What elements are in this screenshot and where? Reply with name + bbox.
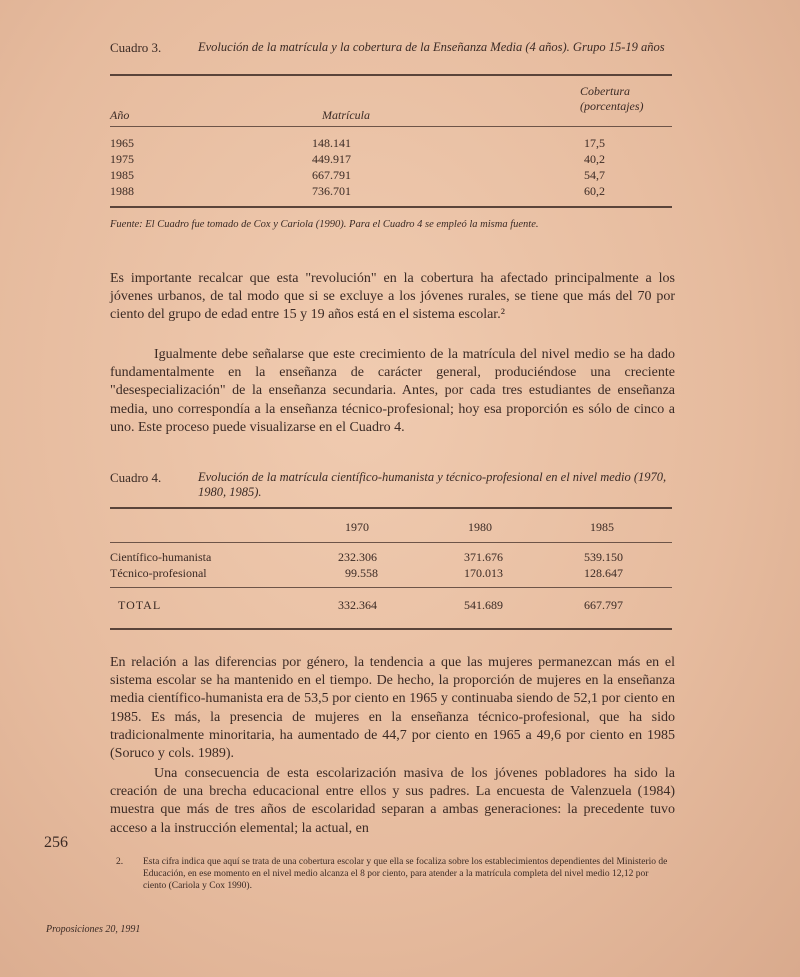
table3-label: Cuadro 3. xyxy=(110,40,162,55)
journal-reference: Proposiciones 20, 1991 xyxy=(46,924,141,935)
table3-source: Fuente: El Cuadro fue tomado de Cox y Cariola (1990). Para el Cuadro 4 se empleó la misma fuente. xyxy=(110,219,539,230)
table4-total-label: TOTAL xyxy=(118,598,162,612)
table4-header-rule xyxy=(110,542,672,543)
table3-row-matricula: 148.141 xyxy=(312,136,351,150)
table4-label: Cuadro 4. xyxy=(110,470,162,485)
footnote-number: 2. xyxy=(116,857,124,867)
table4-year: 1980 xyxy=(468,520,492,534)
footnote-text: Esta cifra indica que aquí se trata de una cobertura escolar y que ella se focaliza sobre los establecimientos dependientes del Ministerio de Educación, en ese momento en el nivel medio alcanza el 8 por ciento, para atender a la matrícula completa del nivel medio 12,12 por ciento (Cariola y Cox 1990). xyxy=(143,857,668,891)
paragraph-1: Es importante recalcar que esta "revolución" en la cobertura ha afectado principalmente a los jóvenes urbanos, de tal modo que si se excluye a los jóvenes rurales, se tiene que más del 70 por ciento del grupo de edad entre 15 y 19 años está en el sistema escolar.² xyxy=(110,271,675,323)
table3-top-rule xyxy=(110,74,672,76)
table4-cell: 170.013 xyxy=(464,566,503,580)
table4-total-cell: 332.364 xyxy=(338,598,377,612)
table3-col-matricula: Matrícula xyxy=(322,108,370,122)
table4-title: Evolución de la matrícula científico-humanista y técnico-profesional en el nivel medio (1970, 1980, 1985). xyxy=(198,470,667,499)
table3-bottom-rule xyxy=(110,206,672,208)
paragraph-2: Igualmente debe señalarse que este crecimiento de la matrícula del nivel medio se ha dado fundamentalmente en la enseñanza de carácter general, produciéndose una creciente "desespecialización" de la enseñanza secundaria. Antes, por cada tres estudiantes de enseñanza media, uno correspondía a la enseñanza técnico-profesional; hoy esa proporción es sólo de cinco a uno. Este proceso puede visualizarse en el Cuadro 4. xyxy=(110,347,675,435)
paragraph-3: En relación a las diferencias por género, la tendencia a que las mujeres permanezcan más en el sistema escolar se ha mantenido en el tiempo. De hecho, la proporción de mujeres en la enseñanza media científico-humanista era de 53,5 por ciento en 1965 y continuaba siendo de 52,1 por ciento en 1985. Es más, la presencia de mujeres en la enseñanza técnico-profesional, que ha sido tradicionalmente minoritaria, ha aumentado de 44,7 por ciento en 1965 a 49,6 por ciento en 1985 (Soruco y cols. 1989). xyxy=(110,655,675,762)
table3-title: Evolución de la matrícula y la cobertura de la Enseñanza Media (4 años). Grupo 15-19 años xyxy=(198,40,665,54)
table4-cell: 539.150 xyxy=(584,550,623,564)
table3-row-year: 1985 xyxy=(110,168,134,182)
paragraph-4: Una consecuencia de esta escolarización masiva de los jóvenes pobladores ha sido la creación de una brecha educacional entre ellos y sus padres. La encuesta de Valenzuela (1984) muestra que más de tres años de escolaridad separan a ambas generaciones: la precedente tuvo acceso a la instrucción elemental; la actual, en xyxy=(110,766,675,836)
table4-total-rule xyxy=(110,587,672,588)
table4-cell: 232.306 xyxy=(338,550,377,564)
table4-row-label: Científico-humanista xyxy=(110,550,212,564)
table3-row-cobertura: 60,2 xyxy=(584,184,605,198)
table4-cell: 128.647 xyxy=(584,566,623,580)
table3-row-year: 1965 xyxy=(110,136,134,150)
table3-row-year: 1975 xyxy=(110,152,134,166)
table4-year: 1970 xyxy=(345,520,369,534)
table4-row-label: Técnico-profesional xyxy=(110,566,207,580)
table4-total-cell: 667.797 xyxy=(584,598,623,612)
table3-row-matricula: 736.701 xyxy=(312,184,351,198)
table4-year: 1985 xyxy=(590,520,614,534)
table3-row-matricula: 667.791 xyxy=(312,168,351,182)
table3-row-cobertura: 54,7 xyxy=(584,168,605,182)
table3-row-matricula: 449.917 xyxy=(312,152,351,166)
table4-bottom-rule xyxy=(110,628,672,630)
table3-col-year: Año xyxy=(110,108,130,122)
table3-col-cobertura: Cobertura (porcentajes) xyxy=(580,84,644,113)
table3-row-cobertura: 40,2 xyxy=(584,152,605,166)
table3-header-rule xyxy=(110,126,672,127)
table4-top-rule xyxy=(110,507,672,509)
page-number: 256 xyxy=(44,834,68,851)
table3-row-year: 1988 xyxy=(110,184,134,198)
table4-total-cell: 541.689 xyxy=(464,598,503,612)
table3-row-cobertura: 17,5 xyxy=(584,136,605,150)
table4-cell: 99.558 xyxy=(345,566,378,580)
table4-cell: 371.676 xyxy=(464,550,503,564)
